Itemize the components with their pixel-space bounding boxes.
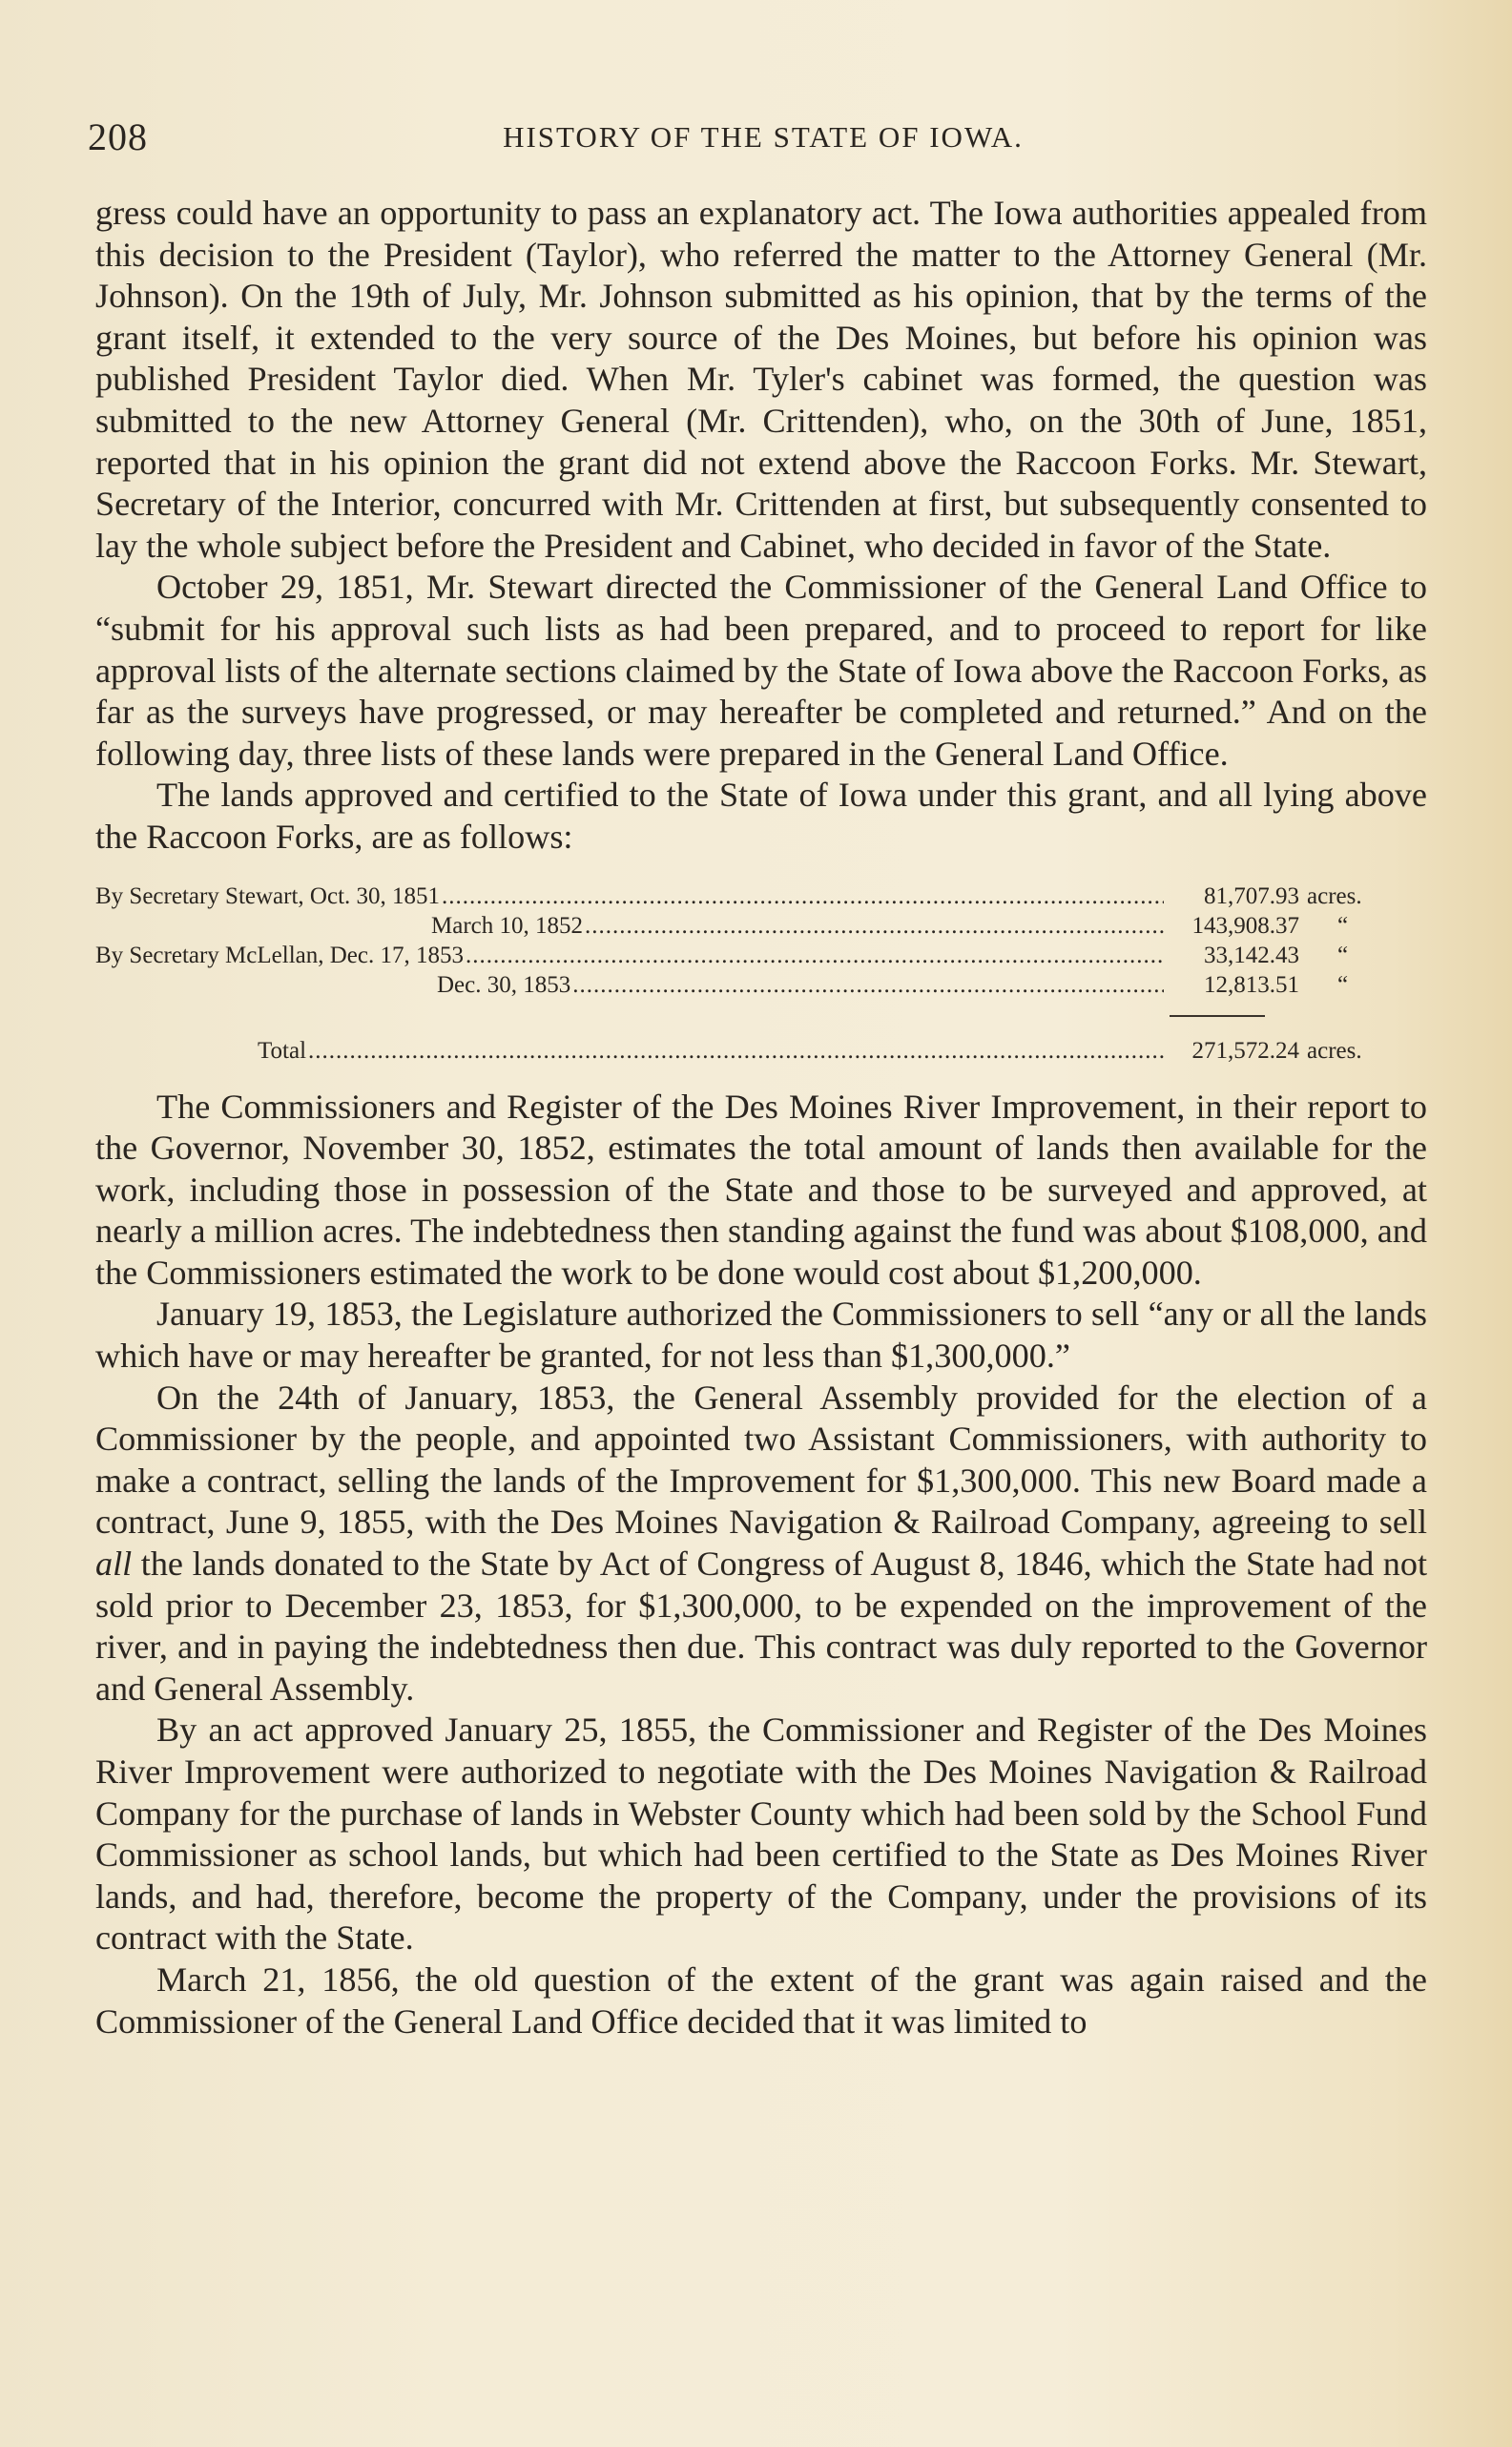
paragraph-5: January 19, 1853, the Legislature authorized the Commissioners to sell “any or all the lands which have or may hereafter be granted, for not less than $1,300,000.” [95,1295,1427,1376]
ledger-leader-dots [308,1036,1164,1066]
ledger-label: By Secretary McLellan, Dec. 17, 1853 [95,942,464,968]
ledger-sum-rule-row [95,1000,1427,1032]
ledger-row [95,911,1427,941]
ledger-total-value: 271,572.24 [1191,1037,1299,1064]
ledger-leader-dots [466,941,1164,970]
ledger-total-label: Total [258,1037,307,1064]
ledger-leader-dots [585,911,1164,941]
running-title: HISTORY OF THE STATE OF IOWA. [503,120,1024,154]
ledger-value: 143,908.37 [1191,912,1299,939]
page-number: 208 [88,115,148,158]
ledger-value: 12,813.51 [1204,971,1299,998]
ledger-row [95,941,1427,970]
ledger-row [95,970,1427,1000]
paragraph-7: By an act approved January 25, 1855, the Commissioner and Register of the Des Moines River Improvement were authorized to negotiate with the Des Moines Navigation & Railroad Company for the purchase of lands in Webster County which had been sold by the School Fund Commissioner as school lands, but which had been certified to the State as Des Moines River lands, and had, therefore, become the property of the Company, under the provisions of its contract with the State. [95,1711,1427,1958]
land-ledger-table [95,881,1427,1066]
paragraph-2: October 29, 1851, Mr. Stewart directed the Commissioner of the General Land Office to “submit for his approval such lists as had been prepared, and to proceed to report for like approval lists of the alternate sections claimed by the State of Iowa above the Raccoon Forks, as far as the surveys have progressed, or may hereafter be completed and returned.” And on the following day, three lists of these lands were prepared in the General Land Office. [95,568,1427,773]
ledger-leader-dots [572,970,1164,1000]
paragraph-6-text: On the 24th of January, 1853, the General Assembly provided for the election of a Commissioner by the people, and appointed two Assistant Commissioners, with authority to make a contract, selling the lands of the Improvement for $1,300,000. This new Board made a contract, June 9, 1855, with the Des Moines Navigation & Railroad Company, agreeing to sell [95,1378,1427,1542]
paragraph-3: The lands approved and certified to the State of Iowa under this grant, and all lying above the Raccoon Forks, are as follows: [95,776,1427,856]
ledger-value: 33,142.43 [1204,942,1299,968]
paragraph-4: The Commissioners and Register of the Des Moines River Improvement, in their report to the Governor, November 30, 1852, estimates the total amount of lands then available for the work, including those in possession of the State and those to be surveyed and approved, at nearly a million acres. The indebtedness then standing against the fund was about $108,000, and the Commissioners estimated the work to be done would cost about $1,200,000. [95,1087,1427,1292]
paragraph-6 [95,1378,1427,1711]
ledger-total-row [95,1036,1427,1066]
ledger-total-unit: acres. [1307,1037,1362,1064]
page-header [88,114,1439,172]
body-text [95,193,1427,2043]
ledger-sum-rule [1170,1015,1265,1017]
ledger-unit: acres. [1307,882,1362,909]
paragraph-6-emphasis: all [95,1545,133,1584]
ledger-row [95,881,1427,911]
paragraph-6-rest: the lands donated to the State by Act of Congress of August 8, 1846, which the State had not sold prior to December 23, 1853, for $1,300,000, to be expended on the improvement of the river, and in paying the indebtedness then due. This contract was duly reported to the Governor and General Assembly. [95,1545,1427,1708]
ledger-unit: “ [1337,942,1349,968]
ledger-label: March 10, 1852 [431,912,583,939]
ledger-value: 81,707.93 [1204,882,1299,909]
paragraph-8: March 21, 1856, the old question of the extent of the grant was again raised and the Commissioner of the General Land Office decided that it was limited to [95,1960,1427,2041]
ledger-unit: “ [1337,912,1349,939]
ledger-label: Dec. 30, 1853 [437,971,571,998]
ledger-label: By Secretary Stewart, Oct. 30, 1851 [95,882,441,909]
ledger-unit: “ [1337,971,1349,998]
ledger-leader-dots [442,881,1164,911]
paragraph-1: gress could have an opportunity to pass an explanatory act. The Iowa authorities appealed from this decision to the President (Taylor), who referred the matter to the Attorney General (Mr. Johnson). On the 19th of July, Mr. Johnson submitted as his opinion, that by the terms of the grant itself, it extended to the very source of the Des Moines, but before his opinion was published President Taylor died. When Mr. Tyler's cabinet was formed, the question was submitted to the new Attorney General (Mr. Crittenden), who, on the 30th of June, 1851, reported that in his opinion the grant did not extend above the Raccoon Forks. Mr. Stewart, Secretary of the Interior, concurred with Mr. Crittenden at first, but subsequently consented to lay the whole subject before the President and Cabinet, who decided in favor of the State. [95,194,1427,565]
